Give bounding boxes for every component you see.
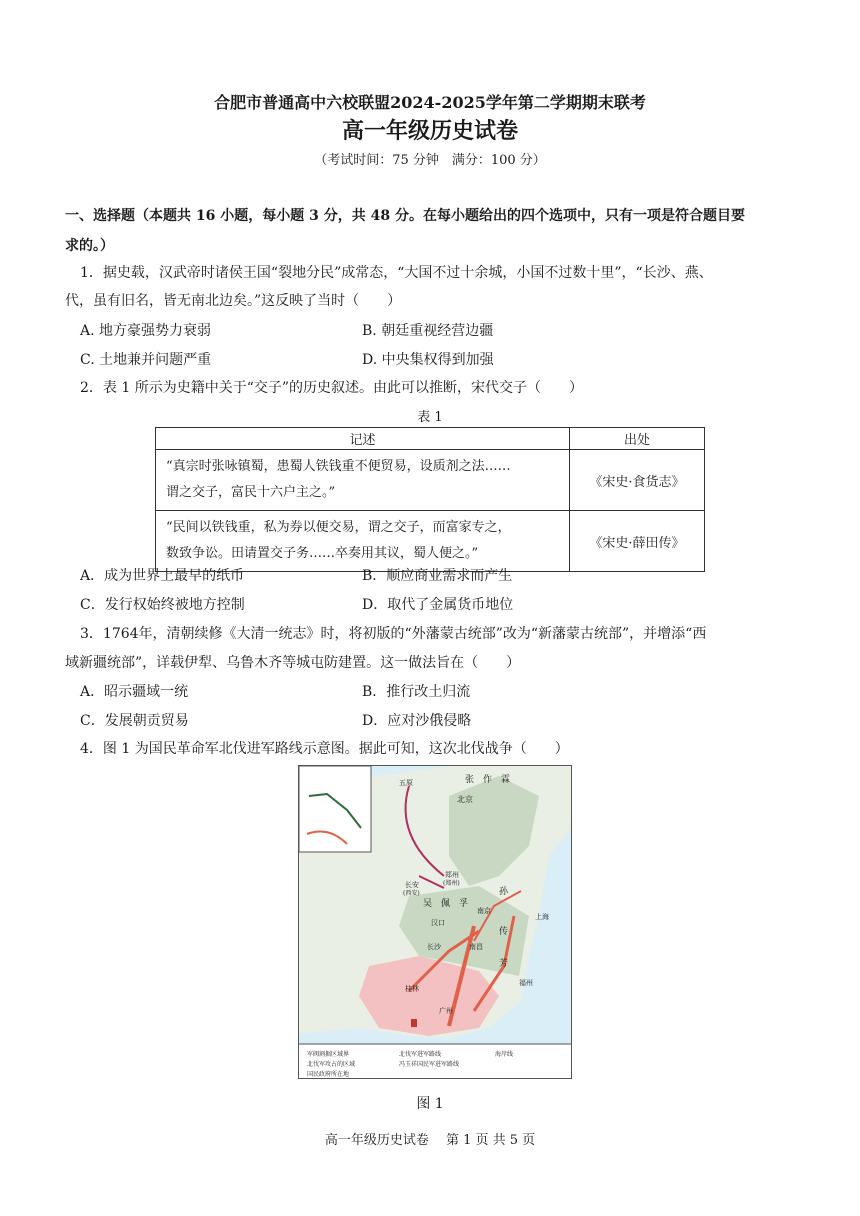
map-label-changan-sub: (西安) xyxy=(403,890,420,897)
map-label-nanjing: 南京 xyxy=(477,907,491,915)
exam-subject-title: 高一年级历史试卷 xyxy=(341,118,518,144)
q2-option-b: B．顺应商业需求而产生 xyxy=(362,568,513,584)
map-label-shanghai: 上海 xyxy=(535,913,549,921)
map-label-sun-2: 传 xyxy=(499,927,509,937)
map-legend-item: 军阀割据区域界 xyxy=(307,1051,350,1058)
q1-option-a: A. 地方豪强势力衰弱 xyxy=(80,323,212,339)
map-label-region-top: 张 作 霖 xyxy=(465,775,511,785)
q2-option-d: D．取代了金属货币地位 xyxy=(362,597,514,613)
table-header-desc: 记述 xyxy=(156,428,570,450)
table-header-row xyxy=(156,428,705,450)
map-label-changan: 长安 xyxy=(405,881,419,889)
table-row xyxy=(156,511,705,572)
table-cell-source: 《宋史·食货志》 xyxy=(570,450,705,511)
q1-stem-line1: 1．据史载，汉武帝时诸侯王国“裂地分民”成常态，“大国不过十余城，小国不过数十里”，“长沙、燕、 xyxy=(80,265,713,281)
map-label-zhengzhou: 郑州 xyxy=(445,871,459,879)
map-inset xyxy=(299,766,371,852)
q2-option-c: C．发行权始终被地方控制 xyxy=(80,597,245,613)
q3-stem-line1: 3．1764年，清朝续修《大清一统志》时，将初版的“外藩蒙古统部”改为“新藩蒙古统部”，并增添“西 xyxy=(80,626,707,642)
map-label-guangzhou: 广州 xyxy=(439,1007,453,1015)
map-label-zhengzhou-sub: (郑州) xyxy=(443,880,460,887)
table-cell-source: 《宋史·薛田传》 xyxy=(570,511,705,572)
table-cell-desc-line2: 谓之交子，富民十六户主之。” xyxy=(166,485,336,500)
q3-stem-line2: 域新疆统部”，详载伊犁、乌鲁木齐等城屯防建置。这一做法旨在（ ） xyxy=(65,655,521,671)
map-label-wu-2: 佩 xyxy=(441,899,451,909)
source-table xyxy=(155,427,705,572)
table-caption: 表 1 xyxy=(417,410,443,425)
table-row xyxy=(156,450,705,511)
exam-info: （考试时间：75 分钟 满分：100 分） xyxy=(314,153,546,168)
map-label-fuzhou: 福州 xyxy=(519,979,533,987)
q1-option-d: D. 中央集权得到加强 xyxy=(362,352,494,368)
table-cell-desc xyxy=(156,511,570,572)
map-label-beijing: 北京 xyxy=(457,795,473,804)
government-flag-icon xyxy=(411,1019,417,1027)
map-legend-item: 国民政府所在地 xyxy=(307,1071,350,1078)
map-label-changsha: 长沙 xyxy=(427,943,441,951)
table-cell-desc-line1: “民间以铁钱重，私为券以便交易，谓之交子，而富家专之， xyxy=(166,520,511,535)
q1-stem-line2: 代，虽有旧名，皆无南北边矣。”这反映了当时（ ） xyxy=(65,293,402,309)
table-cell-desc xyxy=(156,450,570,511)
map-label-wu-3: 孚 xyxy=(459,899,469,909)
section-heading-line1: 一、选择题（本题共 16 小题，每小题 3 分，共 48 分。在每小题给出的四个选项中，只有一项是符合题目要 xyxy=(65,208,745,224)
section-heading-line2: 求的。） xyxy=(65,238,114,254)
page-footer: 高一年级历史试卷 第 1 页 共 5 页 xyxy=(324,1133,536,1148)
q3-option-a: A．昭示疆域一统 xyxy=(80,684,189,700)
map-label-nanchang: 南昌 xyxy=(469,943,483,951)
q2-option-a: A．成为世界上最早的纸币 xyxy=(80,568,245,584)
figure-caption: 图 1 xyxy=(416,1096,444,1112)
table-header-source: 出处 xyxy=(570,428,705,450)
map-label-hankou: 汉口 xyxy=(431,919,445,927)
q2-stem: 2．表 1 所示为史籍中关于“交子”的历史叙述。由此可以推断，宋代交子（ ） xyxy=(80,380,584,396)
map-label-guilin: 桂林 xyxy=(405,985,419,993)
q3-option-c: C．发展朝贡贸易 xyxy=(80,713,189,729)
table-cell-desc-line1: “真宗时张咏镇蜀，患蜀人铁钱重不便贸易，设质剂之法…… xyxy=(166,459,511,474)
map-label-wuyuan: 五原 xyxy=(399,779,413,787)
map-label-wu-1: 吴 xyxy=(423,899,433,909)
northern-expedition-map xyxy=(298,765,572,1079)
map-legend-item: 海岸线 xyxy=(495,1051,514,1058)
map-label-sun-1: 孙 xyxy=(499,887,509,897)
q1-option-b: B. 朝廷重视经营边疆 xyxy=(362,323,494,339)
map-legend-item: 北伐军进军路线 xyxy=(399,1051,442,1058)
map-legend-item: 冯玉祥国民军进军路线 xyxy=(399,1061,460,1068)
q3-option-d: D．应对沙俄侵略 xyxy=(362,713,472,729)
exam-title: 合肥市普通高中六校联盟2024-2025学年第二学期期末联考 xyxy=(214,93,646,112)
map-legend-item: 北伐军攻占的区域 xyxy=(307,1061,356,1068)
map-label-sun-3: 芳 xyxy=(499,959,509,969)
q3-option-b: B．推行改土归流 xyxy=(362,684,471,700)
q4-stem: 4．图 1 为国民革命军北伐进军路线示意图。据此可知，这次北伐战争（ ） xyxy=(80,741,569,757)
q1-option-c: C. 土地兼并问题严重 xyxy=(80,352,212,368)
table-cell-desc-line2: 数致争讼。田请置交子务……卒奏用其议，蜀人便之。” xyxy=(166,546,479,561)
